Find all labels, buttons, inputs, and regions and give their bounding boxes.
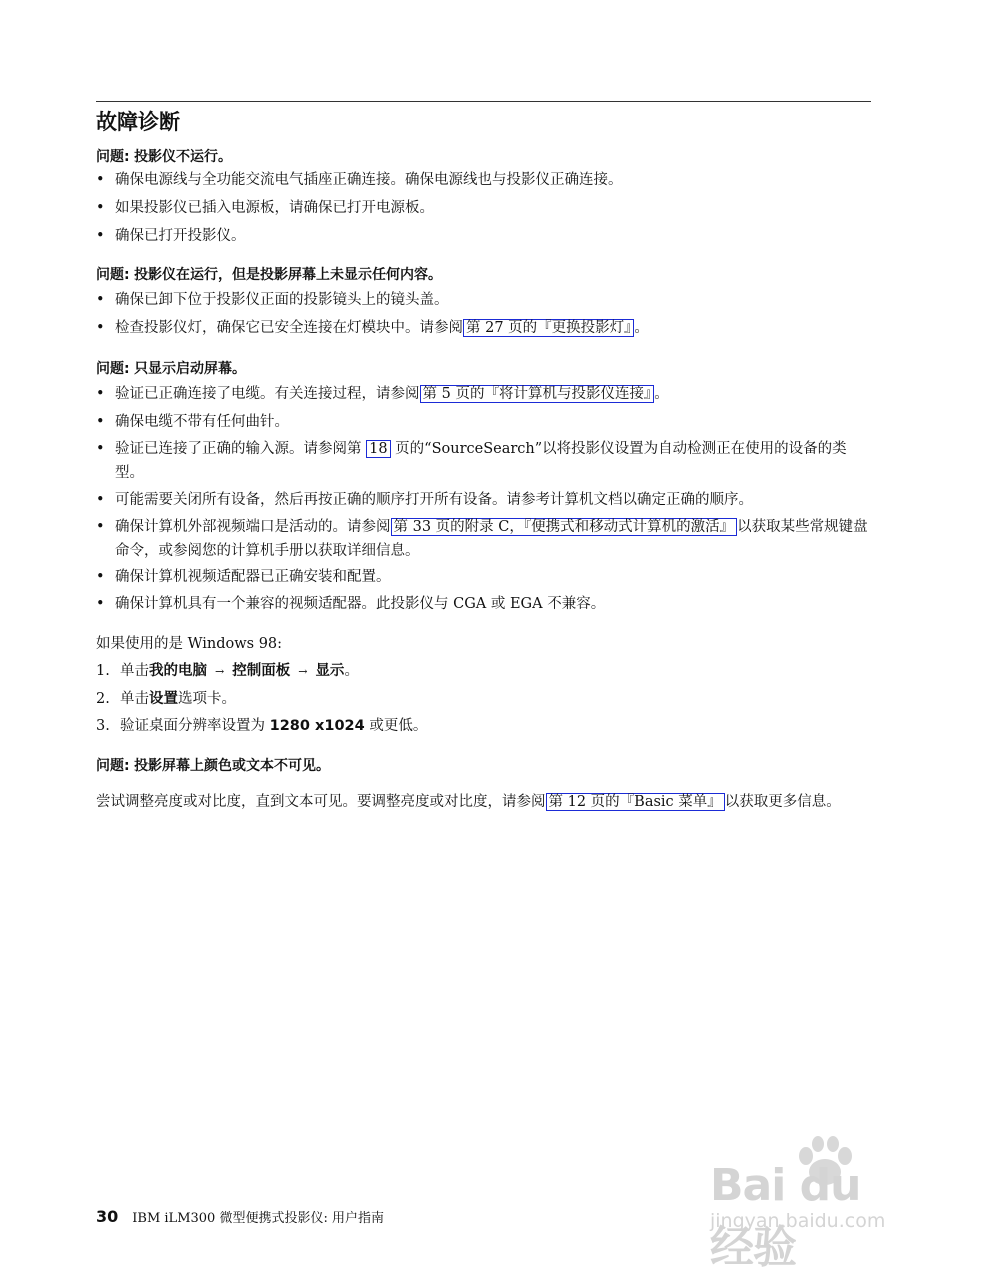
link-page-18[interactable]: 18 — [366, 440, 390, 458]
problem-text: 投影仪不运行。 — [134, 149, 233, 165]
problem-4-body: 尝试调整亮度或对比度，直到文本可见。要调整亮度或对比度，请参阅 第 12 页的『Basic 菜单』 以获取更多信息。 — [96, 794, 841, 810]
problem-4-heading — [96, 755, 330, 775]
problem-label: 问题: — [96, 149, 130, 165]
windows-intro: 如果使用的是 Windows 98: — [96, 636, 283, 652]
link-appendix-c[interactable]: 第 33 页的附录 C，『便携式和移动式计算机的激活』 — [391, 518, 738, 536]
problem-label: 问题: — [96, 267, 130, 283]
link-replace-lamp[interactable]: 第 27 页的『更换投影灯』 — [463, 319, 634, 337]
step-2: 2. 单击设置选项卡。 — [96, 691, 236, 707]
step-1: 1. 单击我的电脑 → 控制面板 → 显示。 — [96, 663, 359, 679]
problem-2-heading — [96, 264, 442, 284]
problem-3-heading — [96, 358, 246, 378]
page-title: 故障诊断 — [96, 110, 180, 134]
page-footer — [96, 1207, 384, 1226]
problem-label: 问题: — [96, 758, 130, 774]
footer-text: IBM iLM300 微型便携式投影仪: 用户指南 — [132, 1211, 384, 1226]
problem-1-heading — [96, 146, 232, 166]
header-rule — [96, 101, 871, 102]
problem-text: 投影仪在运行，但是投影屏幕上未显示任何内容。 — [134, 267, 443, 283]
problem-label: 问题: — [96, 361, 130, 377]
arrow-icon: → — [215, 665, 225, 678]
link-connect-computer[interactable]: 第 5 页的『将计算机与投影仪连接』 — [420, 385, 655, 403]
page-number: 30 — [96, 1207, 119, 1226]
problem-text: 只显示启动屏幕。 — [134, 361, 247, 377]
problem-text: 投影屏幕上颜色或文本不可见。 — [134, 758, 331, 774]
link-basic-menu[interactable]: 第 12 页的『Basic 菜单』 — [546, 793, 725, 811]
step-3: 3. 验证桌面分辨率设置为 1280 x1024 或更低。 — [96, 718, 428, 734]
baidu-watermark: Bai du 经验 jingyan.baidu.com — [690, 1130, 890, 1240]
arrow-icon: → — [298, 665, 308, 678]
